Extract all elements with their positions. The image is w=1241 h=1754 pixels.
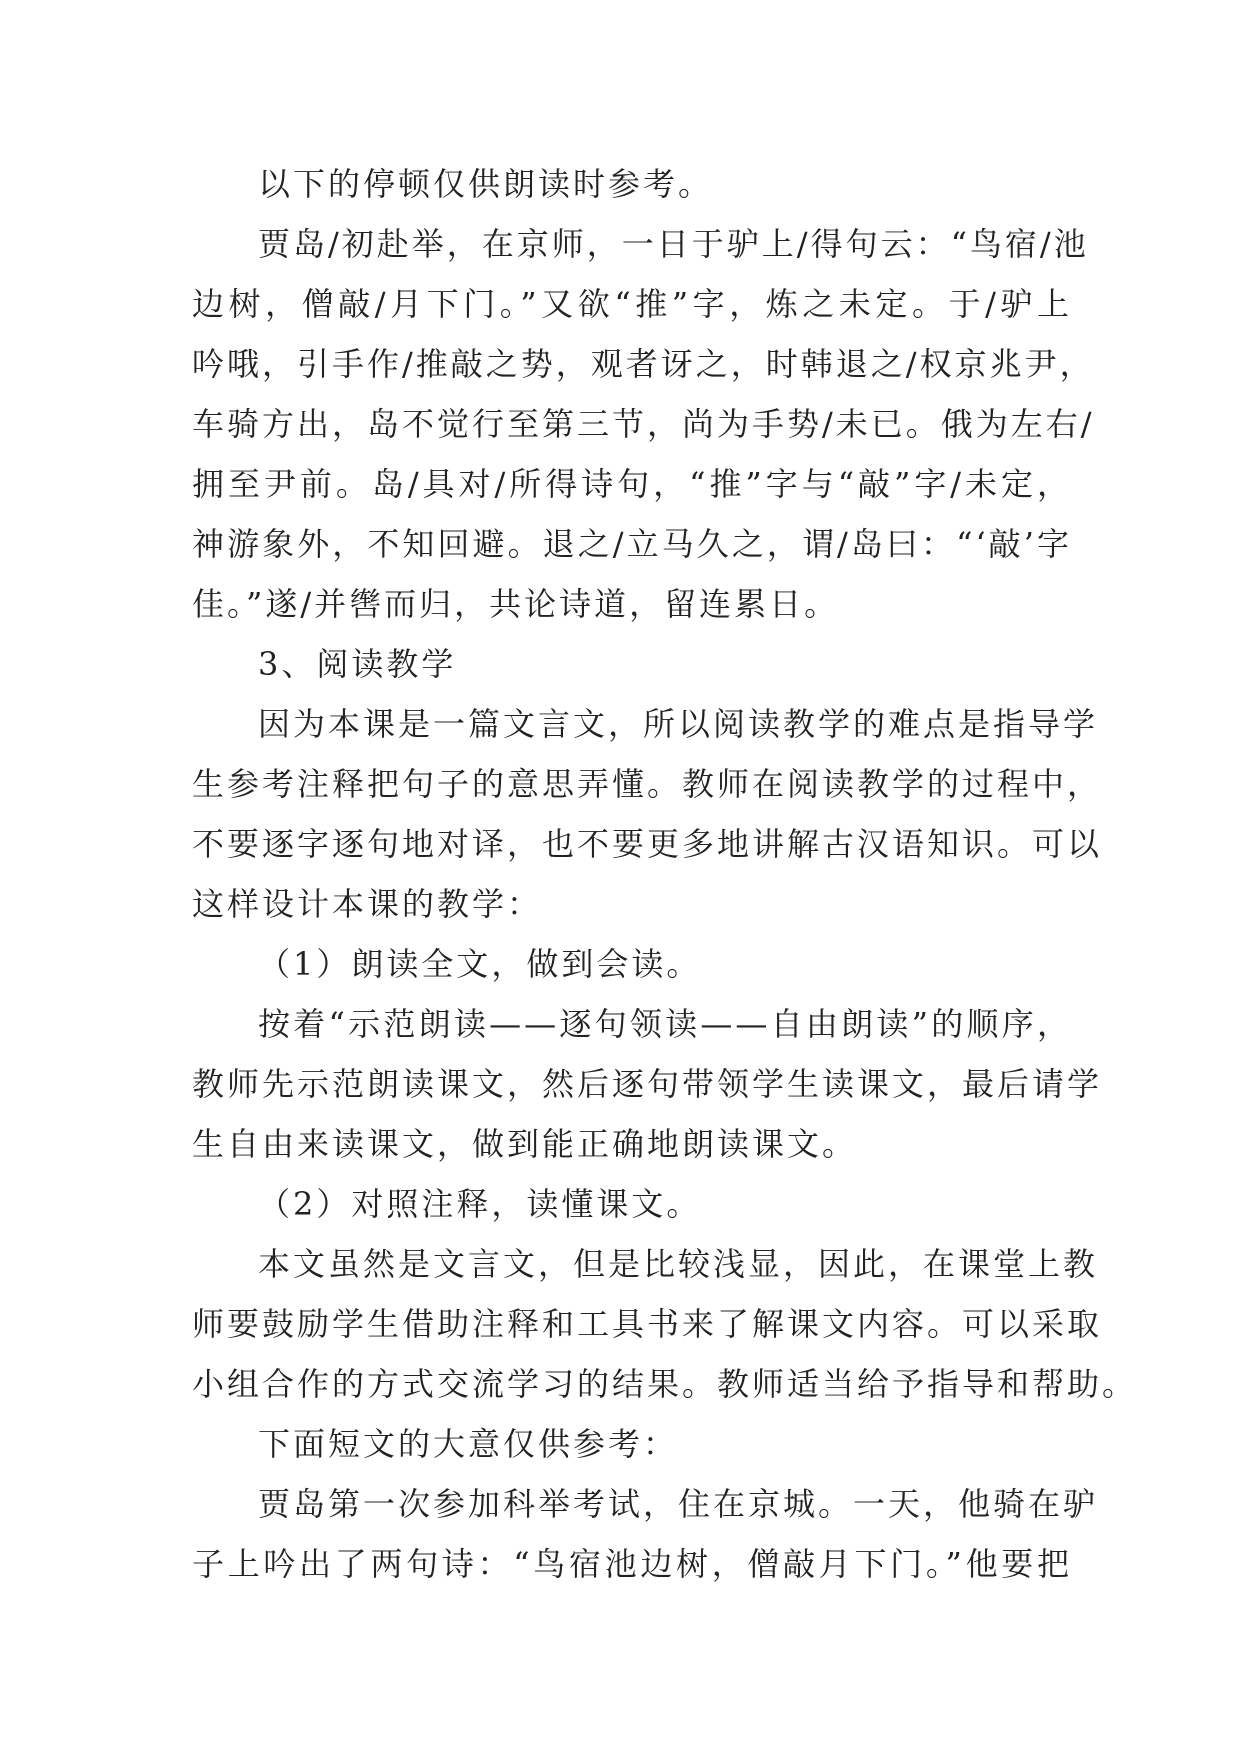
paragraph-line: 师要鼓励学生借助注释和工具书来了解课文内容。可以采取 [192,1305,1103,1343]
section-heading: 3、阅读教学 [258,645,457,683]
paragraph-line: 不要逐字逐句地对译，也不要更多地讲解古汉语知识。可以 [192,825,1103,863]
paragraph-line: 贾岛/初赴举，在京师，一日于驴上/得句云：“鸟宿/池 [258,225,1089,263]
paragraph-line: 本文虽然是文言文，但是比较浅显，因此，在课堂上教 [258,1245,1099,1283]
paragraph-line: 拥至尹前。岛/具对/所得诗句，“推”字与“敲”字/未定， [192,465,1072,503]
subsection-heading: （1）朗读全文，做到会读。 [258,945,702,983]
paragraph-line: 下面短文的大意仅供参考： [258,1425,679,1463]
paragraph-line: 生参考注释把句子的意思弄懂。教师在阅读教学的过程中， [192,765,1103,803]
paragraph-line: 车骑方出，岛不觉行至第三节，尚为手势/未已。俄为左右/ [192,405,1095,443]
paragraph-line: 生自由来读课文，做到能正确地朗读课文。 [192,1125,858,1163]
paragraph-line: 吟哦，引手作/推敲之势，观者讶之，时韩退之/权京兆尹， [192,345,1095,383]
body-text [192,154,1138,1594]
paragraph-line: 教师先示范朗读课文，然后逐句带领学生读课文，最后请学 [192,1065,1103,1103]
subsection-heading: （2）对照注释，读懂课文。 [258,1185,702,1223]
paragraph-line: 贾岛第一次参加科举考试，住在京城。一天，他骑在驴 [258,1485,1099,1523]
paragraph-line: 佳。”遂/并辔而归，共论诗道，留连累日。 [192,585,840,623]
paragraph-line: 按着“示范朗读——逐句领读——自由朗读”的顺序， [258,1005,1072,1043]
paragraph-line: 以下的停顿仅供朗读时参考。 [258,165,714,203]
paragraph-line: 因为本课是一篇文言文，所以阅读教学的难点是指导学 [258,705,1099,743]
paragraph-line: 边树，僧敲/月下门。”又欲“推”字，炼之未定。于/驴上 [192,285,1072,323]
paragraph-line: 子上吟出了两句诗：“鸟宿池边树，僧敲月下门。”他要把 [192,1545,1072,1583]
paragraph-line: 神游象外，不知回避。退之/立马久之，谓/岛曰：“‘敲’字 [192,525,1072,563]
paragraph-line: 小组合作的方式交流学习的结果。教师适当给予指导和帮助。 [192,1365,1138,1403]
paragraph-line: 这样设计本课的教学： [192,885,543,923]
